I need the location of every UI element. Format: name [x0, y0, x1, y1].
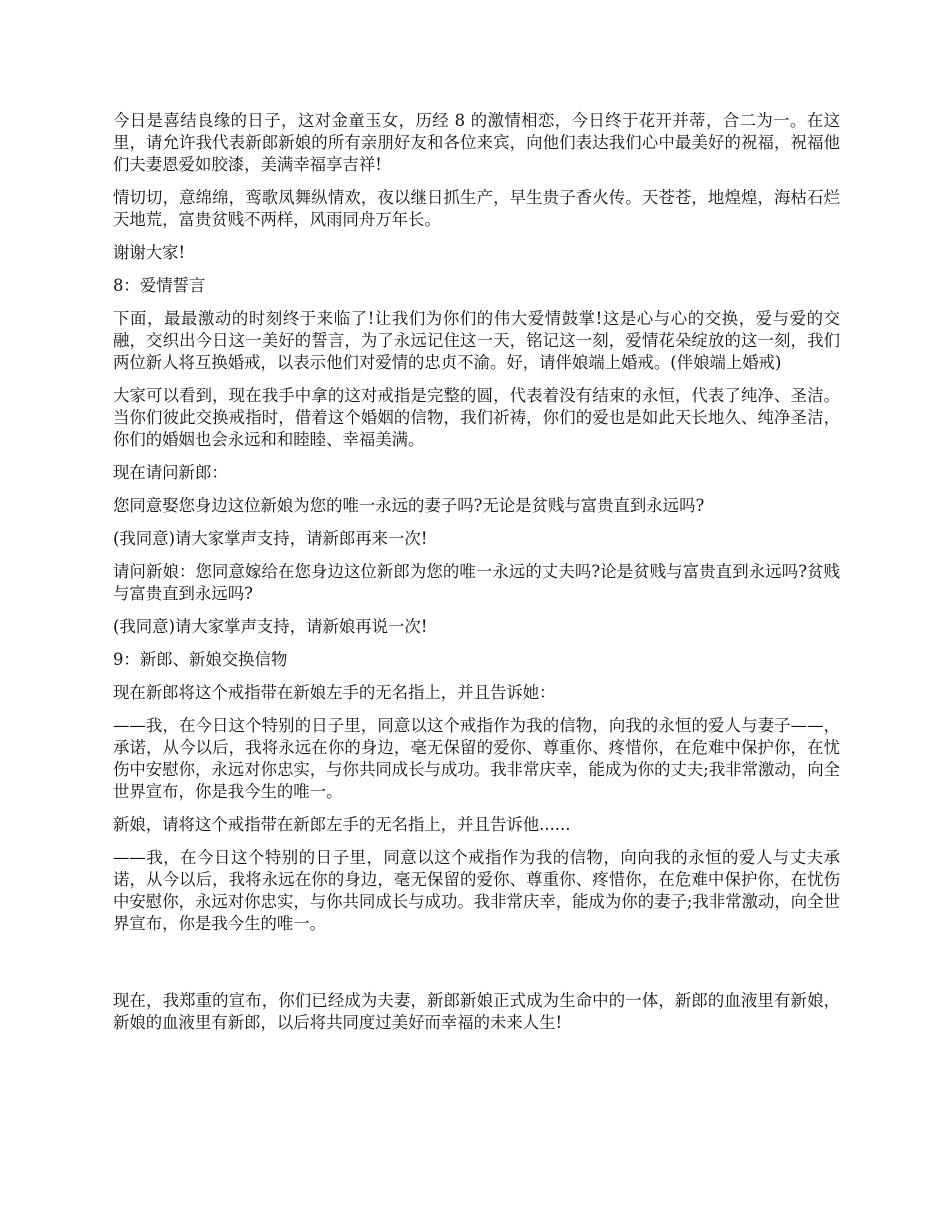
paragraph-bride-question: 请问新娘：您同意嫁给在您身边这位新郎为您的唯一永远的丈夫吗?论是贫贱与富贵直到永远吗?贫贱与富贵直到永远吗?	[113, 562, 840, 603]
section-heading-love-vows: 8：爱情誓言	[113, 276, 206, 295]
paragraph-groom-question: 您同意娶您身边这位新娘为您的唯一永远的妻子吗?无论是贫贱与富贵直到永远吗?	[113, 496, 705, 515]
paragraph-gap	[113, 946, 840, 990]
paragraph-ring-exchange-intro: 下面，最最激动的时刻终于来临了!让我们为你们的伟大爱情鼓掌!这是心与心的交换，爱与爱的交融，交织出今日这一美好的誓言，为了永远记住这一天，铭记这一刻，爱情花朵绽放的这一刻，我们两位新人将互换婚戒，以表示他们对爱情的忠贞不渝。好，请伴娘端上婚戒。(伴娘端上婚戒)	[113, 309, 840, 372]
paragraph-verse: 情切切，意绵绵，鸾歌凤舞纵情欢，夜以继日抓生产，早生贵子香火传。天苍苍，地煌煌，海枯石烂天地荒，富贵贫贱不两样，风雨同舟万年长。	[113, 188, 840, 229]
section-heading-exchange-tokens: 9：新郎、新娘交换信物	[113, 650, 288, 669]
paragraph-bride-ring-instruction: 新娘，请将这个戒指带在新郎左手的无名指上，并且告诉他......	[113, 815, 571, 834]
paragraph-opening-blessing: 今日是喜结良缘的日子，这对金童玉女，历经 8 的激情相恋，今日终于花开并蒂，合二为一。在这里，请允许我代表新郎新娘的所有亲朋好友和各位来宾，向他们表达我们心中最美好的祝福，祝福他们夫妻恩爱如胶漆，美满幸福享吉祥!	[113, 111, 840, 174]
paragraph-bride-answer: (我同意)请大家掌声支持，请新娘再说一次!	[113, 617, 428, 636]
paragraph-bride-vow: ——我，在今日这个特别的日子里，同意以这个戒指作为我的信物，向向我的永恒的爱人与丈夫承诺，从今以后，我将永远在你的身边，毫无保留的爱你、尊重你、疼惜你，在危难中保护你，在忧伤中安慰你，永远对你忠实，与你共同成长与成功。我非常庆幸，能成为你的妻子;我非常激动，向全世界宣布，你是我今生的唯一。	[113, 848, 840, 933]
paragraph-pronouncement: 现在，我郑重的宣布，你们已经成为夫妻，新郎新娘正式成为生命中的一体，新郎的血液里有新娘，新娘的血液里有新郎，以后将共同度过美好而幸福的未来人生!	[113, 991, 840, 1032]
paragraph-groom-ring-instruction: 现在新郎将这个戒指带在新娘左手的无名指上，并且告诉她：	[113, 683, 556, 702]
document-page	[113, 110, 840, 1045]
paragraph-thanks: 谢谢大家!	[113, 243, 186, 262]
paragraph-groom-answer: (我同意)请大家掌声支持，请新郎再来一次!	[113, 529, 428, 548]
paragraph-ask-groom: 现在请问新郎：	[113, 463, 228, 482]
paragraph-groom-vow: ——我，在今日这个特别的日子里，同意以这个戒指作为我的信物，向我的永恒的爱人与妻子——，承诺，从今以后，我将永远在你的身边，毫无保留的爱你、尊重你、疼惜你，在危难中保护你，在忧伤中安慰你，永远对你忠实，与你共同成长与成功。我非常庆幸，能成为你的丈夫;我非常激动，向全世界宣布，你是我今生的唯一。	[113, 716, 840, 801]
paragraph-ring-meaning: 大家可以看到，现在我手中拿的这对戒指是完整的圆，代表着没有结束的永恒，代表了纯净、圣洁。当你们彼此交换戒指时，借着这个婚姻的信物，我们祈祷，你们的爱也是如此天长地久、纯净圣洁，你们的婚姻也会永远和和睦睦、幸福美满。	[113, 386, 840, 449]
